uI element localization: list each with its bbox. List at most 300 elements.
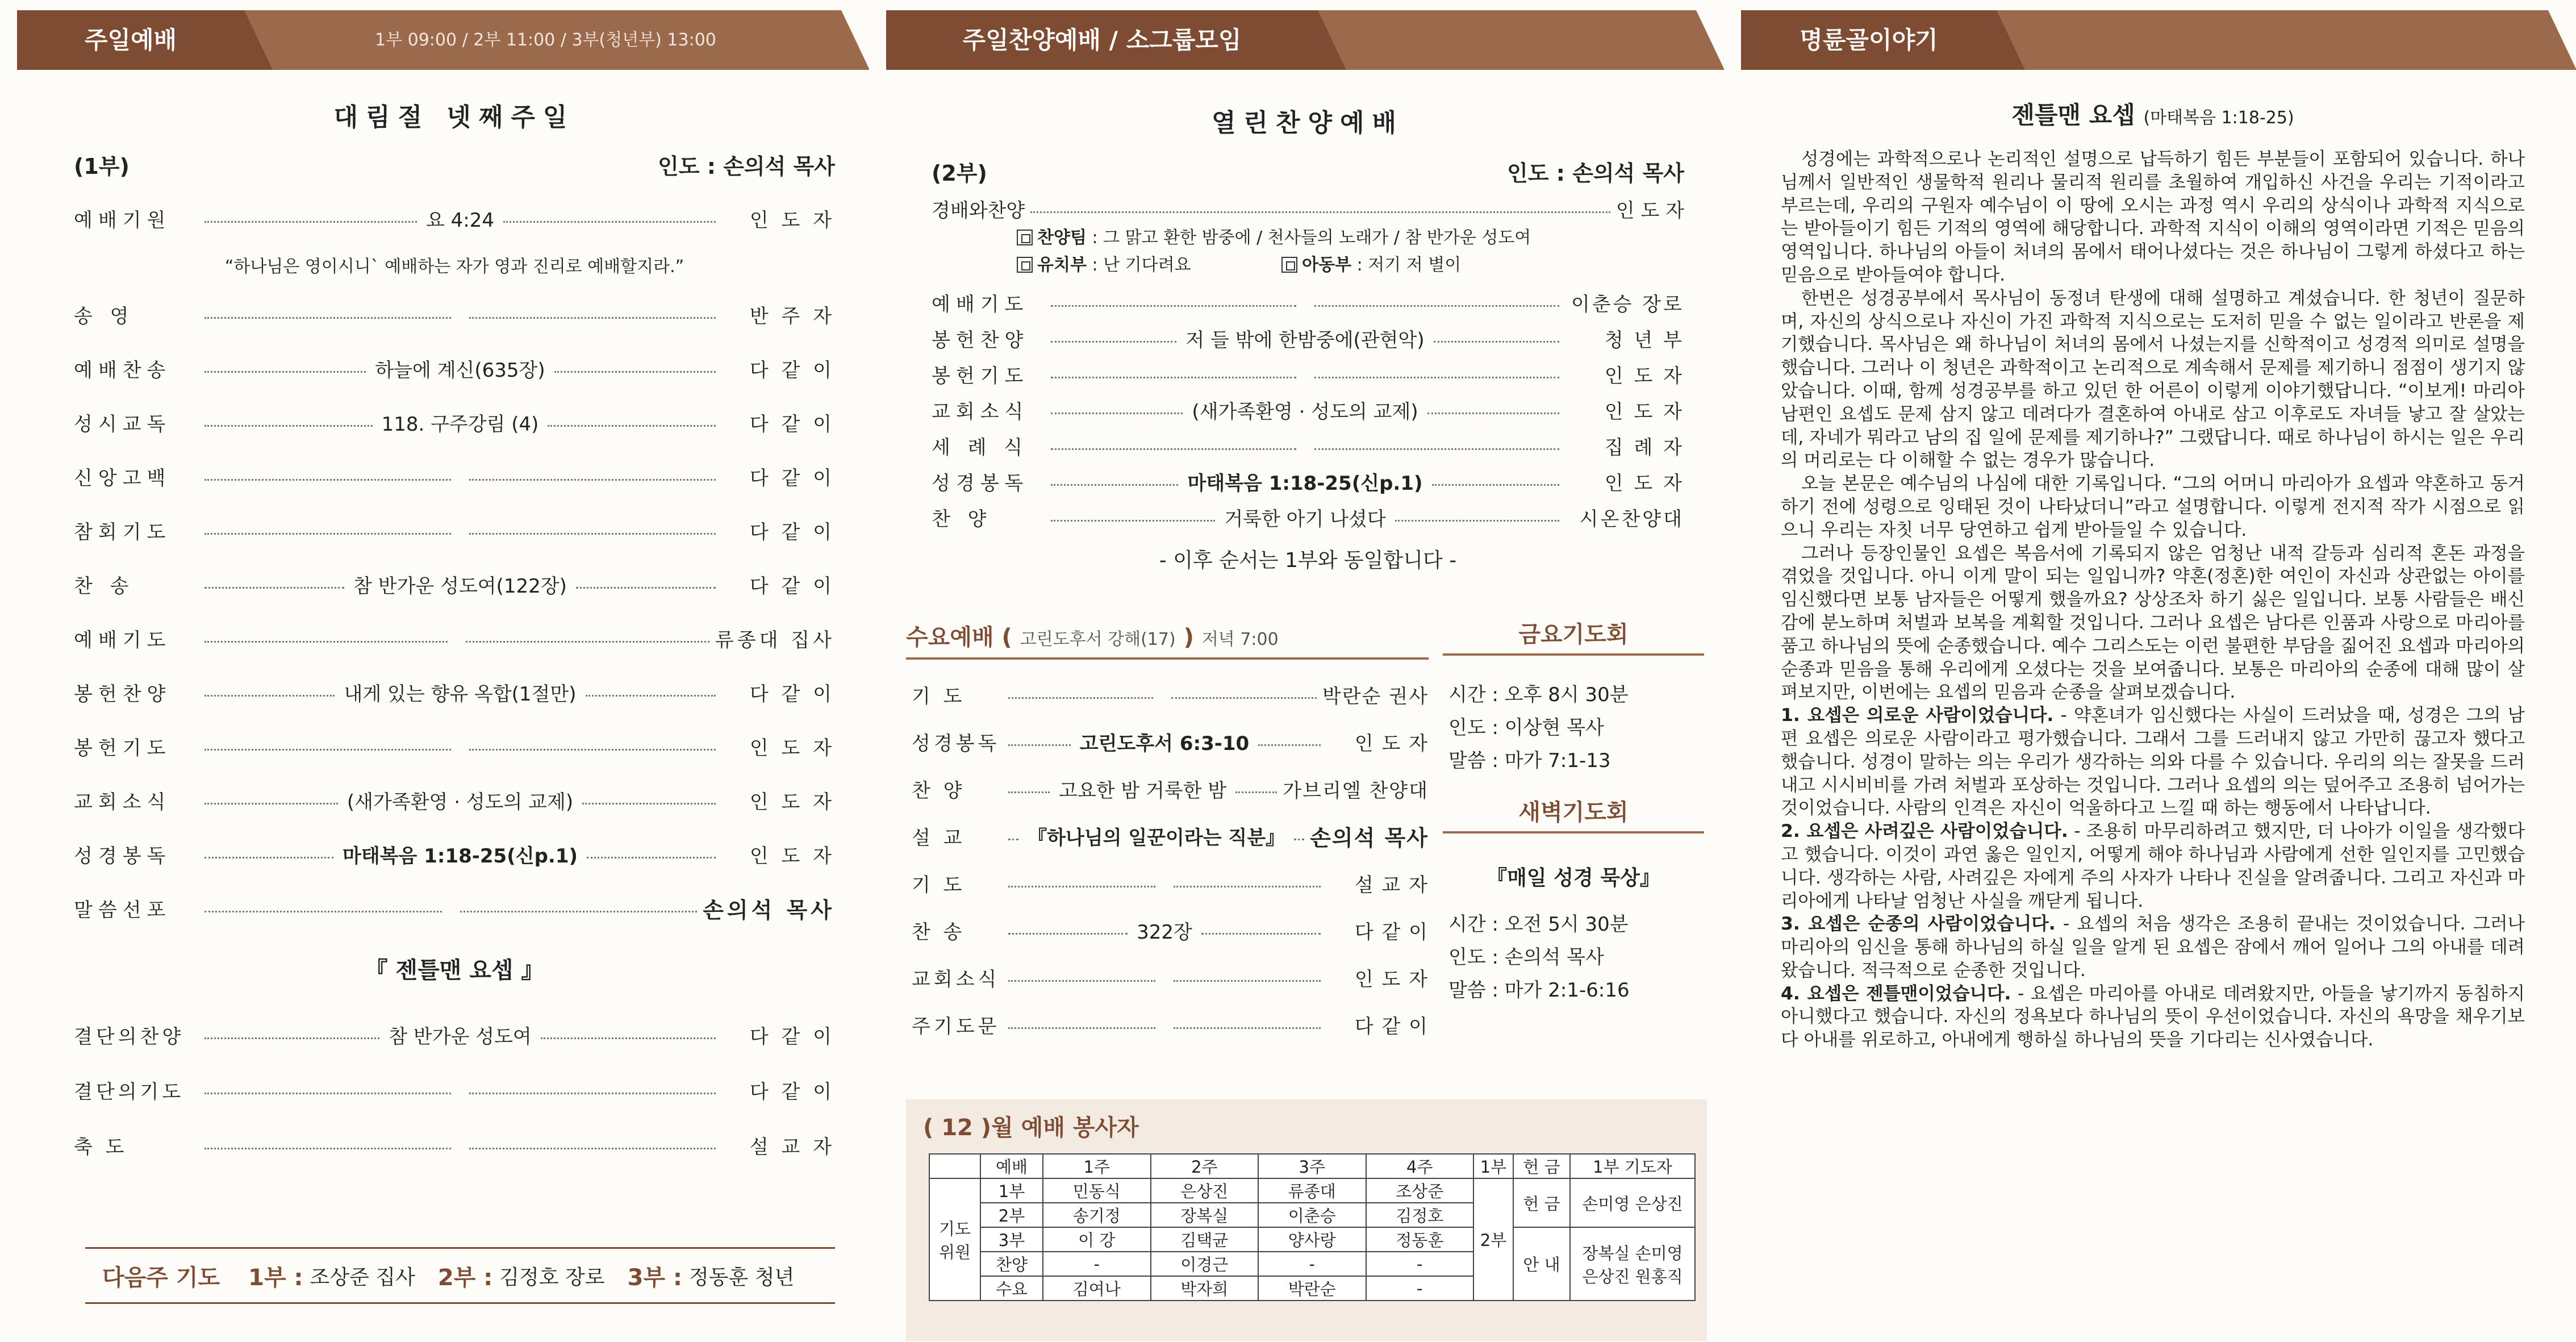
service-header xyxy=(74,149,835,180)
order-row xyxy=(912,718,1429,765)
dot-leader xyxy=(1314,305,1560,307)
wednesday-service xyxy=(906,619,1429,1048)
dot-leader xyxy=(1008,697,1153,699)
table-cell: 송기정 xyxy=(1043,1203,1151,1227)
part-label: (2부) xyxy=(932,161,987,186)
row-value: 인 도 자 xyxy=(1354,732,1429,755)
table-cell: 찬양 xyxy=(980,1252,1043,1276)
table-cell: 은상진 xyxy=(1151,1178,1259,1203)
row-key: 찬 송 xyxy=(912,921,966,944)
leader-label: 인도 : 손의석 목사 xyxy=(658,154,835,179)
dot-leader xyxy=(1030,211,1610,213)
table-cell: 2부 xyxy=(980,1203,1043,1227)
dot-leader xyxy=(1294,839,1304,840)
note-text: : 그 맑고 환한 밤중에 / 천사들의 노래가 / 참 반가운 성도여 xyxy=(1092,228,1531,248)
dot-leader xyxy=(1258,744,1321,746)
dawn-sub: 『매일 성경 묵상』 xyxy=(1487,866,1660,890)
row-key: 교회소식 xyxy=(912,968,1000,991)
table-cell: 박란순 xyxy=(1258,1276,1366,1301)
dot-leader xyxy=(204,425,373,427)
dot-leader xyxy=(1051,412,1183,414)
table-header: 1주 xyxy=(1043,1154,1151,1178)
dot-leader xyxy=(204,803,338,805)
row-value: 설 교 자 xyxy=(749,1136,835,1158)
order-row xyxy=(74,611,835,665)
row-value: 가브리엘 찬양대 xyxy=(1283,780,1429,802)
dot-leader xyxy=(469,533,716,535)
table-cell: 장복실 xyxy=(1151,1203,1259,1227)
table-cell: - xyxy=(1366,1252,1474,1276)
table-cell: 2부 xyxy=(1473,1178,1513,1301)
row-content: 118. 구주강림 (4) xyxy=(381,413,539,436)
table-cell: 민동식 xyxy=(1043,1178,1151,1203)
sunday-worship-banner xyxy=(17,10,869,70)
row-value: 집 례 자 xyxy=(1604,436,1684,459)
row-key: 참회기도 xyxy=(74,521,172,544)
service-header xyxy=(932,156,1684,187)
order-row xyxy=(74,827,835,881)
row-key: 신앙고백 xyxy=(74,467,172,490)
dot-leader xyxy=(576,587,716,589)
row-value: 손의석 목사 xyxy=(1310,826,1429,851)
row-value: 시온찬양대 xyxy=(1579,508,1684,531)
next-week-prayer xyxy=(85,1247,835,1304)
row-value: 다 같 이 xyxy=(1354,1015,1429,1038)
dot-leader xyxy=(1314,448,1560,450)
dot-leader xyxy=(587,857,716,858)
dot-leader xyxy=(1051,448,1296,450)
story-article xyxy=(1781,97,2525,1052)
dot-leader xyxy=(1051,341,1176,343)
row-key: 경배와찬양 xyxy=(932,199,1025,222)
service-title: 대림절 넷째주일 xyxy=(333,103,575,132)
dot-leader xyxy=(204,533,451,535)
order-row xyxy=(74,503,835,557)
table-cell: - xyxy=(1366,1276,1474,1301)
dawn-prayer-title: 새벽기도회 xyxy=(1443,794,1704,833)
service-title: 열린찬양예배 xyxy=(1211,109,1405,137)
row-content: 하늘에 계신(635장) xyxy=(375,359,545,382)
row-value: 다 같 이 xyxy=(749,1081,835,1103)
worship-order-list xyxy=(74,191,835,935)
row-value: 다 같 이 xyxy=(749,575,836,598)
point-text: - 약혼녀가 임신했다는 사실이 드러났을 때, 성경은 그의 남편 요셉은 의로운 사람이라고 평가했습니다. 그래서 그를 드러내지 않고 가만히 끊고자 했다고 했습니다. 성경이 말하는 의는 우리가 생각하는 의와 다를 수 있습니다. 우리의 의는 잘못을 드러내고 시시비비를 가려 처벌과 포상하는 것입니다. 그러나 요셉의 의는 덮어주고 조용히 넘어가는 것이었습니다. 사람의 인격은 자신이 억울하다고 느낄 때 하는 행동에서 나타납니다. xyxy=(1781,705,2525,819)
row-key: 주기도문 xyxy=(912,1015,1000,1038)
row-value: 손의석 목사 xyxy=(703,898,835,923)
row-key: 성경봉독 xyxy=(932,472,1029,495)
dot-leader xyxy=(1051,305,1296,307)
row-content: 『하나님의 일꾼이라는 직분』 xyxy=(1028,827,1285,849)
order-row xyxy=(74,1118,835,1173)
sermon-title: 『 젠틀맨 요셉 』 xyxy=(365,957,544,983)
row-key: 봉헌기도 xyxy=(74,737,172,760)
row-content: 내게 있는 향유 옥합(1절만) xyxy=(344,683,577,706)
row-key: 기 도 xyxy=(912,685,966,708)
row-value: 다 같 이 xyxy=(749,683,835,706)
table-header: 4주 xyxy=(1366,1154,1474,1178)
row-value: 인 도 자 xyxy=(1615,199,1684,222)
row-content: (새가족환영 · 성도의 교제) xyxy=(346,791,574,814)
row-key: 찬 송 xyxy=(74,575,135,598)
dot-leader xyxy=(460,911,698,912)
row-content: 마태복음 1:18-25(신p.1) xyxy=(342,845,578,868)
table-cell xyxy=(929,1154,980,1178)
open-praise-order xyxy=(932,102,1684,573)
dot-leader xyxy=(1314,377,1560,378)
row-content: 요 4:24 xyxy=(426,209,495,232)
dot-leader xyxy=(1201,933,1321,935)
row-value: 인 도 자 xyxy=(1604,401,1685,423)
row-key: 축 도 xyxy=(74,1136,128,1158)
dot-leader xyxy=(469,317,716,319)
order-row xyxy=(912,907,1429,954)
row-value: 인 도 자 xyxy=(749,209,836,232)
dot-leader xyxy=(1008,886,1155,887)
row-value: 류종대 집사 xyxy=(715,629,835,652)
order-row xyxy=(912,1001,1429,1048)
dot-leader xyxy=(204,479,451,481)
praise-order-list xyxy=(932,285,1684,535)
dot-leader xyxy=(548,425,716,427)
row-value: 인 도 자 xyxy=(1604,365,1684,387)
row-value: 다 같 이 xyxy=(1354,921,1429,944)
table-row xyxy=(929,1178,1695,1203)
wednesday-sub: 고린도후서 강해(17) xyxy=(1020,630,1176,649)
table-cell: 헌 금 xyxy=(1513,1178,1570,1227)
servers-title: ( 12 )월 예배 봉사자 xyxy=(923,1115,1139,1141)
order-row xyxy=(74,191,835,245)
dot-leader xyxy=(204,641,448,643)
dot-leader xyxy=(204,911,442,912)
row-key: 예배기도 xyxy=(932,293,1029,316)
group-cell: 기도 위원 xyxy=(929,1178,980,1301)
order-row xyxy=(912,954,1429,1001)
order-row xyxy=(932,392,1684,428)
order-row xyxy=(74,395,835,449)
wednesday-header: 수요예배 ( 고린도후서 강해(17) ) 저녁 7:00 xyxy=(906,619,1429,660)
servers-table xyxy=(929,1153,1696,1301)
row-value: 인 도 자 xyxy=(1354,968,1429,991)
point-2 xyxy=(1781,820,2525,912)
wednesday-time: 저녁 7:00 xyxy=(1201,630,1279,649)
leader-label: 인도 : 손의석 목사 xyxy=(1507,161,1684,186)
row-key: 세 례 식 xyxy=(932,436,1029,459)
row-key: 말씀선포 xyxy=(74,899,172,922)
row-content: 참 반가운 성도여(122장) xyxy=(353,575,567,598)
article-title xyxy=(1781,97,2525,131)
order-row xyxy=(932,464,1684,499)
dot-leader xyxy=(1008,933,1128,935)
row-content: 고린도후서 6:3-10 xyxy=(1079,732,1250,755)
dot-leader xyxy=(469,1148,716,1149)
row-value: 인 도 자 xyxy=(1604,472,1685,495)
table-cell: 이경근 xyxy=(1151,1252,1259,1276)
row-key: 예배찬송 xyxy=(74,359,172,382)
order-row xyxy=(912,765,1429,812)
dot-leader xyxy=(204,371,366,373)
table-cell: 박자희 xyxy=(1151,1276,1259,1301)
praise-row xyxy=(932,193,1684,224)
table-header: 예배 xyxy=(980,1154,1043,1178)
table-cell: 김여나 xyxy=(1043,1276,1151,1301)
kids-note xyxy=(1017,252,1684,279)
paragraph: 성경에는 과학적으로나 논리적인 설명으로 납득하기 힘든 부분들이 포함되어 있습니다. 하나님께서 일반적인 생물학적 원리나 물리적 원리를 초월하여 개입하신 사건을 우리는 기적이라고 부르는데, 우리의 구원자 예수님이 이 땅에 오시는 과정 역시 우리의 상식이나 과학적 지식으로는 받아들이기 힘든 기적의 영역에 해당합니다. 과학적 지식이 이해의 영역이라면 기적은 믿음의 영역입니다. 하나님의 아들이 처녀의 몸에서 태어나셨다는 것은 하나님이 그렇게 하셨다고 하는 믿음으로 받아들여야 합니다. xyxy=(1781,149,2525,285)
point-heading: 4. 요셉은 젠틀맨이었습니다. xyxy=(1781,983,2011,1004)
dot-leader xyxy=(1051,520,1215,522)
part2-label: 2부 : xyxy=(437,1264,493,1291)
dot-leader xyxy=(1008,1027,1155,1029)
checkbox-icon xyxy=(1017,230,1033,245)
table-header: 헌 금 xyxy=(1513,1154,1570,1178)
row-value: 다 같 이 xyxy=(749,1026,835,1048)
row-key: 봉헌찬양 xyxy=(74,683,172,706)
dot-leader xyxy=(204,221,417,223)
dot-leader xyxy=(204,317,451,319)
dot-leader xyxy=(586,695,716,697)
note-text: : 저기 저 별이 xyxy=(1356,255,1462,275)
banner-title: 주일찬양예배 / 소그룹모임 xyxy=(886,10,1318,70)
row-content: 거룩한 아기 나셨다 xyxy=(1224,508,1386,531)
table-cell: 1부 xyxy=(980,1178,1043,1203)
dot-leader xyxy=(204,1093,451,1094)
row-value: 청 년 부 xyxy=(1604,329,1684,352)
row-key: 봉헌찬양 xyxy=(932,329,1029,352)
row-value: 다 같 이 xyxy=(749,521,835,544)
row-value: 인 도 자 xyxy=(749,791,836,814)
dot-leader xyxy=(204,1037,379,1039)
row-key: 설 교 xyxy=(912,827,966,849)
story-column xyxy=(1724,0,2576,1342)
dot-leader xyxy=(204,587,344,589)
dot-leader xyxy=(1395,520,1559,522)
sunday-worship-column xyxy=(0,0,869,1342)
order-row xyxy=(932,499,1684,535)
order-of-worship xyxy=(74,97,835,1173)
banner-title: 주일예배 xyxy=(17,10,244,70)
order-row xyxy=(912,812,1429,860)
row-key: 결단의찬양 xyxy=(74,1026,185,1048)
paragraph: 한번은 성경공부에서 목사님이 동정녀 탄생에 대해 설명하고 계셨습니다. 한 청년이 질문하며, 자신의 상식으로나 자신이 가진 과학적 지식으로는 도저히 믿을 수 없는 일이라고 반론을 제기했습니다. 목사님은 왜 하나님이 처녀의 몸에서 나셨는지를 신학적이고 성경적 의미로 설명을 했습니다. 그러나 이 청년은 과학적이고 논리적으로 계속해서 문제를 제기하니 점점이 생기지 않았습니다. 이때, 함께 성경공부를 하고 있던 한 어른이 이렇게 이야기했답니다. “이보게! 마리아 남편인 요셉도 문제 삼지 않고 데려다가 결혼하여 아내로 삼고 이후로도 자녀들 낳고 잘 살았는데, 자네가 뭐라고 남의 집 일에 문제를 제기하나?” 그랬답니다. 때로 하나님이 하시는 일은 우리의 머리로는 다 이해할 수 없는 경우가 많습니다. xyxy=(1781,287,2525,471)
paragraph: 그러나 등장인물인 요셉은 복음서에 기록되지 않은 엄청난 내적 갈등과 심리적 혼돈 과정을 겪었을 것입니다. 아니 이게 말이 되는 일입니까? 약혼(정혼)한 여인이 자신과 상관없는 아이를 임신했다면 보통 남자들은 어떻게 했을까요? 상상조차 하기 싫은 일입니다. 보통 사람들은 배신감에 분노하며 처벌과 보복을 계획할 것입니다. 그러나 요셉은 남다른 인품과 사랑으로 마리아를 품고 하나님의 뜻에 순종했습니다. 예수 그리스도는 이런 불편한 부담을 짊어진 요셉과 마리아의 순종과 믿음을 통해 우리에게 오셨다는 것을 보여줍니다. 보통은 마리아의 순종에 대해 많이 살펴보지만, 이번에는 요셉의 믿음과 순종을 살펴보겠습니다. xyxy=(1781,543,2525,703)
row-key: 성경봉독 xyxy=(74,845,172,868)
table-cell: - xyxy=(1043,1252,1151,1276)
point-1 xyxy=(1781,704,2525,820)
row-key: 송 영 xyxy=(74,305,135,328)
note-label: 찬양팀 xyxy=(1037,228,1087,248)
article-body xyxy=(1781,148,2525,1052)
service-times: 1부 09:00 / 2부 11:00 / 3부(청년부) 13:00 xyxy=(375,30,716,50)
row-key: 찬 양 xyxy=(932,508,992,531)
prayer-meetings xyxy=(1443,616,1704,1007)
dot-leader xyxy=(503,221,716,223)
order-row xyxy=(74,773,835,827)
dot-leader xyxy=(1008,980,1155,982)
order-row xyxy=(74,1007,835,1062)
row-content: 고요한 밤 거룩한 밤 xyxy=(1059,780,1227,802)
order-row xyxy=(932,428,1684,464)
table-cell: 수요 xyxy=(980,1276,1043,1301)
row-value: 다 같 이 xyxy=(749,467,835,490)
row-value: 다 같 이 xyxy=(749,413,836,436)
dawn-scripture: 말씀 : 마가 2:1-6:16 xyxy=(1448,979,1630,1002)
table-header: 1부 기도자 xyxy=(1570,1154,1695,1178)
dot-leader xyxy=(1434,341,1559,343)
row-content: 마태복음 1:18-25(신p.1) xyxy=(1187,472,1423,495)
dot-leader xyxy=(469,1093,716,1094)
wednesday-order-list xyxy=(906,671,1429,1048)
dot-leader xyxy=(204,1148,451,1149)
title-text: 젠틀맨 요셉 xyxy=(2011,101,2135,129)
dot-leader xyxy=(1427,412,1559,414)
praise-worship-column xyxy=(869,0,1724,1342)
table-cell: 이춘승 xyxy=(1258,1203,1366,1227)
row-key: 예배기도 xyxy=(74,629,172,652)
note-text: : 난 기다려요 xyxy=(1092,255,1191,275)
checkbox-icon xyxy=(1017,257,1033,273)
order-row xyxy=(74,665,835,719)
dot-leader xyxy=(469,479,716,481)
row-key: 교회소식 xyxy=(74,791,172,814)
row-value: 다 같 이 xyxy=(749,359,836,382)
dot-leader xyxy=(1432,484,1559,486)
friday-leader: 인도 : 이상현 목사 xyxy=(1448,716,1604,739)
dot-leader xyxy=(1174,886,1321,887)
part-label: (1부) xyxy=(74,154,130,179)
dawn-info xyxy=(1443,908,1704,1007)
dawn-time: 시간 : 오전 5시 30분 xyxy=(1448,913,1629,936)
friday-prayer-title: 금요기도회 xyxy=(1443,616,1704,656)
point-3 xyxy=(1781,912,2525,982)
paragraph: 오늘 본문은 예수님의 나심에 대한 기록입니다. “그의 어머니 마리아가 요셉과 약혼하고 동거하기 전에 성령으로 잉태된 것이 나타났더니”라고 설명합니다. 이렇게 전지적 작가 시점으로 읽으니 우리는 자칫 너무 당연하고 쉽게 받아들일 수 있습니다. xyxy=(1781,473,2525,540)
row-content: 참 반가운 성도여 xyxy=(389,1026,532,1048)
story-banner xyxy=(1741,10,2576,70)
dot-leader xyxy=(204,857,333,858)
part3-label: 3부 : xyxy=(627,1264,683,1291)
table-cell: 안 내 xyxy=(1513,1227,1570,1301)
table-row xyxy=(929,1154,1695,1178)
guide-names: 장복실 손미영 xyxy=(1582,1243,1683,1263)
friday-scripture: 말씀 : 마가 7:1-13 xyxy=(1448,749,1611,772)
table-cell: 정동훈 xyxy=(1366,1227,1474,1252)
table-cell: 3부 xyxy=(980,1227,1043,1252)
scripture-quote: “하나님은 영이시니` 예배하는 자가 영과 진리로 예배할지라.” xyxy=(224,257,684,277)
point-heading: 1. 요셉은 의로운 사람이었습니다. xyxy=(1781,705,2054,726)
dot-leader xyxy=(1008,744,1071,746)
part2-name: 김정호 장로 xyxy=(499,1265,605,1289)
dot-leader xyxy=(1008,791,1050,793)
dot-leader xyxy=(1235,791,1277,793)
dot-leader xyxy=(466,641,709,643)
praise-notes xyxy=(932,224,1684,279)
order-row xyxy=(74,557,835,611)
order-row xyxy=(74,449,835,503)
note-label: 아동부 xyxy=(1302,255,1352,275)
dot-leader xyxy=(582,803,716,805)
row-content: (새가족환영 · 성도의 교제) xyxy=(1192,401,1418,423)
dot-leader xyxy=(204,749,451,751)
table-cell: 류종대 xyxy=(1258,1178,1366,1203)
table-cell: 이 강 xyxy=(1043,1227,1151,1252)
dot-leader xyxy=(1174,1027,1321,1029)
part1-label: 1부 : xyxy=(248,1264,303,1291)
praise-team-note xyxy=(1017,224,1684,252)
dawn-leader: 인도 : 손의석 목사 xyxy=(1448,946,1604,969)
row-value: 박란순 권사 xyxy=(1322,685,1429,708)
after-note: - 이후 순서는 1부와 동일합니다 - xyxy=(1159,549,1457,572)
row-content: 322장 xyxy=(1137,921,1192,944)
point-text: - 요셉의 처음 생각은 조용히 끝내는 것이었습니다. 그러나 마리아의 임신을 통해 하나님의 하실 일을 알게 된 요셉은 잠에서 깨어 일어나 그의 아내를 데려왔습니다. 적극적으로 순종한 것입니다. xyxy=(1781,914,2525,981)
row-key: 봉헌기도 xyxy=(932,365,1029,387)
closing-order-list xyxy=(74,1007,835,1173)
row-key: 결단의기도 xyxy=(74,1081,185,1103)
table-header: 2주 xyxy=(1151,1154,1259,1178)
order-row xyxy=(74,1062,835,1118)
table-cell: 양사랑 xyxy=(1258,1227,1366,1252)
table-cell: 김택균 xyxy=(1151,1227,1259,1252)
point-heading: 2. 요셉은 사려깊은 사람이었습니다. xyxy=(1781,821,2068,842)
row-content: 저 들 밖에 한밤중에(관현악) xyxy=(1185,329,1425,352)
part3-name: 정동훈 청년 xyxy=(689,1265,795,1289)
order-row xyxy=(74,287,835,341)
order-row xyxy=(932,320,1684,356)
row-value: 인 도 자 xyxy=(749,845,836,868)
dot-leader xyxy=(1008,839,1018,840)
order-row xyxy=(74,881,835,935)
checkbox-icon xyxy=(1281,257,1297,273)
table-cell xyxy=(1570,1227,1695,1301)
scripture-ref: (마태복음 1:18-25) xyxy=(2143,108,2294,128)
row-key: 예배기원 xyxy=(74,209,172,232)
dot-leader xyxy=(541,1037,716,1039)
row-value: 반 주 자 xyxy=(749,305,835,328)
next-week-label: 다음주 기도 xyxy=(102,1264,220,1291)
row-key: 성경봉독 xyxy=(912,732,1000,755)
table-header: 3주 xyxy=(1258,1154,1366,1178)
row-value: 설 교 자 xyxy=(1354,874,1429,897)
row-value: 인 도 자 xyxy=(749,737,835,760)
dot-leader xyxy=(554,371,716,373)
order-row xyxy=(74,719,835,773)
table-header: 1부 xyxy=(1473,1154,1513,1178)
row-key: 찬 양 xyxy=(912,780,966,802)
order-row xyxy=(912,860,1429,907)
table-row xyxy=(929,1227,1695,1252)
friday-time: 시간 : 오후 8시 30분 xyxy=(1448,683,1629,706)
point-heading: 3. 요셉은 순종의 사람이었습니다. xyxy=(1781,914,2056,935)
dot-leader xyxy=(469,749,716,751)
row-key: 기 도 xyxy=(912,874,966,897)
dot-leader xyxy=(1051,377,1296,378)
part1-name: 조상준 집사 xyxy=(310,1265,415,1289)
table-cell: 조상준 xyxy=(1366,1178,1474,1203)
table-cell: - xyxy=(1258,1252,1366,1276)
order-row xyxy=(932,285,1684,320)
row-key: 교회소식 xyxy=(932,401,1029,423)
servers-section xyxy=(906,1099,1707,1341)
friday-info xyxy=(1443,678,1704,777)
row-value: 이춘승 장로 xyxy=(1571,293,1684,316)
row-key: 성시교독 xyxy=(74,413,172,436)
order-row xyxy=(932,356,1684,392)
dot-leader xyxy=(1174,980,1321,982)
order-row xyxy=(74,341,835,395)
table-cell: 손미영 은상진 xyxy=(1570,1178,1695,1227)
dot-leader xyxy=(1051,484,1178,486)
point-4 xyxy=(1781,982,2525,1052)
table-cell: 김정호 xyxy=(1366,1203,1474,1227)
point-text: - 요셉은 마리아를 아내로 데려왔지만, 아들을 낳기까지 동침하지 아니했다고 했습니다. 자신의 정욕보다 하나님의 뜻이 우선이었습니다. 자신의 욕망을 채우기보다 아내를 위로하고, 아내에게 행하실 하나님의 뜻을 기다리는 신사였습니다. xyxy=(1781,983,2525,1051)
point-text: - 조용히 마무리하려고 했지만, 더 나아가 이일을 생각했다고 했습니다. 이것이 과연 옳은 일인지, 어떻게 해야 하나님과 사람에게 선한 일인지를 고민했습니다. 생각하는 사람, 사려깊은 자에게 주의 사자가 나타나 진실을 알려줍니다. 그리고 자신과 마리아에게 나타날 엄청난 사실을 깨닫게 됩니다. xyxy=(1781,821,2525,911)
